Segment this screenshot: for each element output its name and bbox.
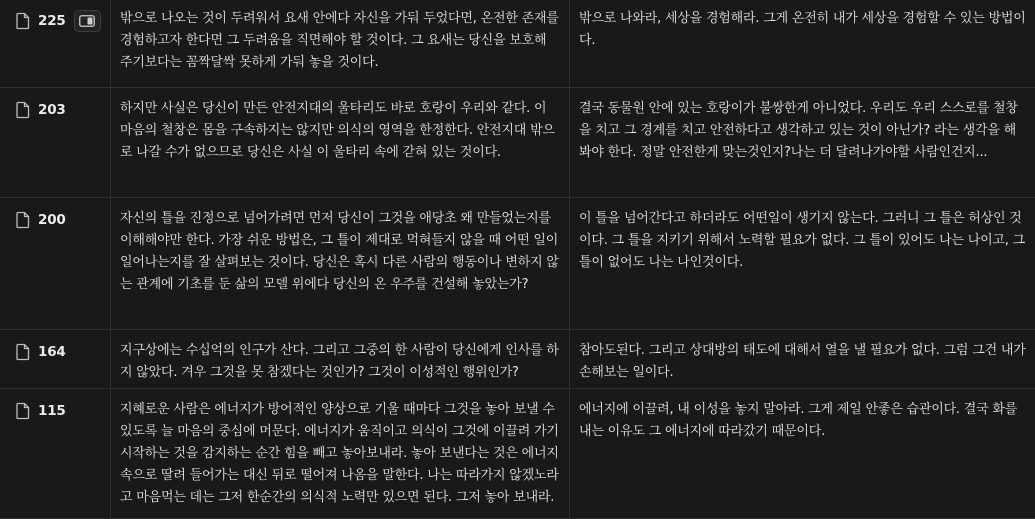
page-icon [16, 211, 30, 229]
page-icon [16, 343, 30, 361]
open-button[interactable] [74, 10, 101, 32]
row-id[interactable]: 200 [38, 212, 66, 228]
row-id[interactable]: 164 [38, 344, 66, 360]
table-row[interactable] [0, 389, 1035, 519]
open-side-peek-icon [79, 15, 95, 27]
quote-cell[interactable]: 자신의 틀을 진정으로 넘어가려면 먼저 당신이 그것을 애당초 왜 만들었는지를 이해해야만 한다. 가장 쉬운 방법은, 그 틀이 제대로 먹혀들지 않을 때 어떤 일이 일어나는지를 잘 살펴보는 것이다. 당신은 혹시 다른 사람의 행동이나 변하지 않는 관계에 기초를 둔 삶의 모델 위에다 당신의 온 우주를 건설해 놓았는가? [111, 198, 570, 329]
row-id[interactable]: 115 [38, 403, 66, 419]
page-icon [16, 12, 30, 30]
id-cell[interactable] [0, 88, 111, 197]
reflection-cell[interactable]: 밖으로 나와라, 세상을 경험해라. 그게 온전히 내가 세상을 경험할 수 있는 방법이다. [579, 11, 1026, 48]
quote-cell[interactable]: 하지만 사실은 당신이 만든 안전지대의 울타리도 바로 호랑이 우리와 같다. 이 마음의 철창은 몸을 구속하지는 않지만 의식의 영역을 한정한다. 안전지대 밖으로 나갈 수가 없으므로 당신은 사실 이 울타리 속에 갇혀 있는 것이다. [111, 88, 570, 197]
page-icon [16, 402, 30, 420]
row-id[interactable]: 225 [38, 13, 66, 29]
quote-cell[interactable]: 밖으로 나오는 것이 두려워서 요새 안에다 자신을 가둬 두었다면, 온전한 존재를 경험하고자 한다면 그 두려움을 직면해야 할 것이다. 그 요새는 당신을 보호해 주기보다는 꼼짝달싹 못하게 가둬 놓을 것이다. [111, 0, 570, 87]
reflection-cell[interactable]: 결국 동물원 안에 있는 호랑이가 불쌍한게 아니었다. 우리도 우리 스스로를 철창을 치고 그 경계를 치고 안전하다고 생각하고 있는 것이 아닌가? 라는 생각을 해봐야 한다. 정말 안전한게 맞는것인지?나는 더 달려나가야할 사람인건지... [579, 101, 1018, 160]
table-row[interactable] [0, 0, 1035, 88]
table-row[interactable] [0, 88, 1035, 198]
id-cell[interactable] [0, 389, 111, 518]
row-id[interactable]: 203 [38, 102, 66, 118]
quote-cell[interactable]: 지혜로운 사람은 에너지가 방어적인 양상으로 기울 때마다 그것을 놓아 보낼 수 있도록 늘 마음의 중심에 머문다. 에너지가 움직이고 의식이 그것에 이끌려 가기 시작하는 것을 감지하는 순간 힘을 빼고 놓아보내라. 놓아 보낸다는 것은 에너지 속으로 딸려 들어가는 대신 뒤로 떨어져 나옴을 말한다. 나는 따라가지 않겠노라고 마음먹는 데는 그저 한순간의 의식적 노력만 있으면 된다. 그저 놓아 보내라. [111, 389, 570, 518]
page-icon [16, 101, 30, 119]
quote-cell[interactable]: 지구상에는 수십억의 인구가 산다. 그리고 그중의 한 사람이 당신에게 인사를 하지 않았다. 겨우 그것을 못 참겠다는 것인가? 그것이 이성적인 행위인가? [111, 330, 570, 388]
table-row[interactable] [0, 330, 1035, 389]
reflection-cell[interactable]: 참아도된다. 그리고 상대방의 태도에 대해서 열을 낼 필요가 없다. 그럼 그건 내가 손해보는 일이다. [579, 343, 1026, 380]
reflection-cell[interactable]: 에너지에 이끌려, 내 이성을 놓지 말아라. 그게 제일 안좋은 습관이다. 결국 화를 내는 이유도 그 에너지에 따라갔기 때문이다. [579, 402, 1018, 439]
id-cell[interactable] [0, 0, 111, 87]
reflection-cell[interactable]: 이 틀을 넘어간다고 하더라도 어떤일이 생기지 않는다. 그러니 그 틀은 허상인 것이다. 그 틀을 지키기 위해서 노력할 필요가 없다. 그 틀이 있어도 나는 나이고, 그 틀이 없어도 나는 나인것이다. [579, 211, 1026, 270]
id-cell[interactable] [0, 198, 111, 329]
id-cell[interactable] [0, 330, 111, 388]
table-row[interactable] [0, 198, 1035, 330]
